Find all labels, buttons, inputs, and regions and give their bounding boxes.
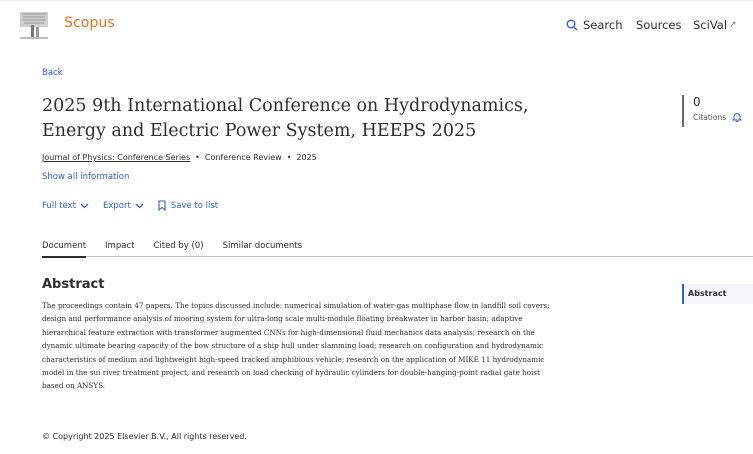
abstract-body: The proceedings contain 47 papers. The topics discussed include: numerical simulation of water-gas multiphase flow in landfill soil covers; design and performance analysis of mooring system for ultra-long scale multi-module floating breakwater in harbor basin; adaptive hierarchical feature extraction with transformer augmented CNNs for high-dimensional fluid mechanics data analysis; research on the dynamic ultimate bearing capacity of the bow structure of a ship hull under slamming load; research on configuration and hydrodynamic characteristics of medium and lightweight high-speed tracked amphibious vehicle; research on the application of MIKE 11 hydrodynamic model in the sui river treatment project; and research on load checking of hydraulic cylinders for double-hanging-point radial gate hoist based on ANSYS. (42, 301, 550, 391)
document-actions (42, 200, 232, 211)
meta-separator: • (286, 153, 292, 162)
document-meta (42, 153, 317, 162)
bookmark-icon (158, 200, 166, 211)
document-year: 2025 (296, 153, 317, 162)
export-dropdown[interactable] (103, 201, 144, 211)
scival-nav-link[interactable] (693, 18, 737, 32)
save-to-list-label: Save to list (170, 200, 219, 211)
external-link-icon: ↗ (729, 20, 737, 30)
document-type: Conference Review (204, 153, 282, 162)
journal-link[interactable]: Journal of Physics: Conference Series (42, 153, 191, 162)
elsevier-logo-icon[interactable] (18, 11, 50, 40)
tab-similar-documents[interactable]: Similar documents (222, 241, 303, 251)
meta-separator: • (195, 153, 200, 162)
abstract-heading: Abstract (42, 277, 105, 292)
export-label: Export (103, 200, 131, 211)
side-nav-abstract[interactable]: Abstract (682, 284, 753, 304)
chevron-down-icon (135, 203, 144, 209)
show-all-information-link[interactable]: Show all information (42, 172, 130, 182)
tab-cited-by[interactable]: Cited by (0) (153, 241, 204, 251)
chevron-down-icon (80, 203, 89, 209)
full-text-label: Full text (42, 200, 77, 211)
tab-impact[interactable]: Impact (105, 241, 135, 251)
bell-alert-icon[interactable] (732, 112, 742, 122)
copyright-notice: © Copyright 2025 Elsevier B.V., All rights reserved. (42, 432, 247, 441)
top-navigation-bar (0, 0, 753, 50)
save-to-list-button[interactable] (158, 200, 218, 211)
scival-nav-label: SciVal (693, 18, 728, 32)
document-title: 2025 9th International Conference on Hydrodynamics, Energy and Electric Power System, HEEPS 2025 (42, 96, 529, 141)
search-icon (566, 19, 578, 31)
search-nav-link[interactable] (566, 18, 623, 32)
citations-label-row (693, 112, 742, 122)
tab-document[interactable]: Document (42, 241, 86, 256)
search-nav-label: Search (583, 18, 623, 32)
scopus-brand[interactable]: Scopus (64, 15, 115, 31)
citations-label: Citations (693, 112, 727, 122)
sources-nav-link[interactable]: Sources (636, 18, 682, 32)
document-tabs (42, 241, 753, 257)
back-link[interactable]: Back (42, 68, 63, 78)
citations-panel (682, 95, 742, 127)
full-text-dropdown[interactable] (42, 201, 89, 211)
citations-count: 0 (693, 95, 701, 109)
